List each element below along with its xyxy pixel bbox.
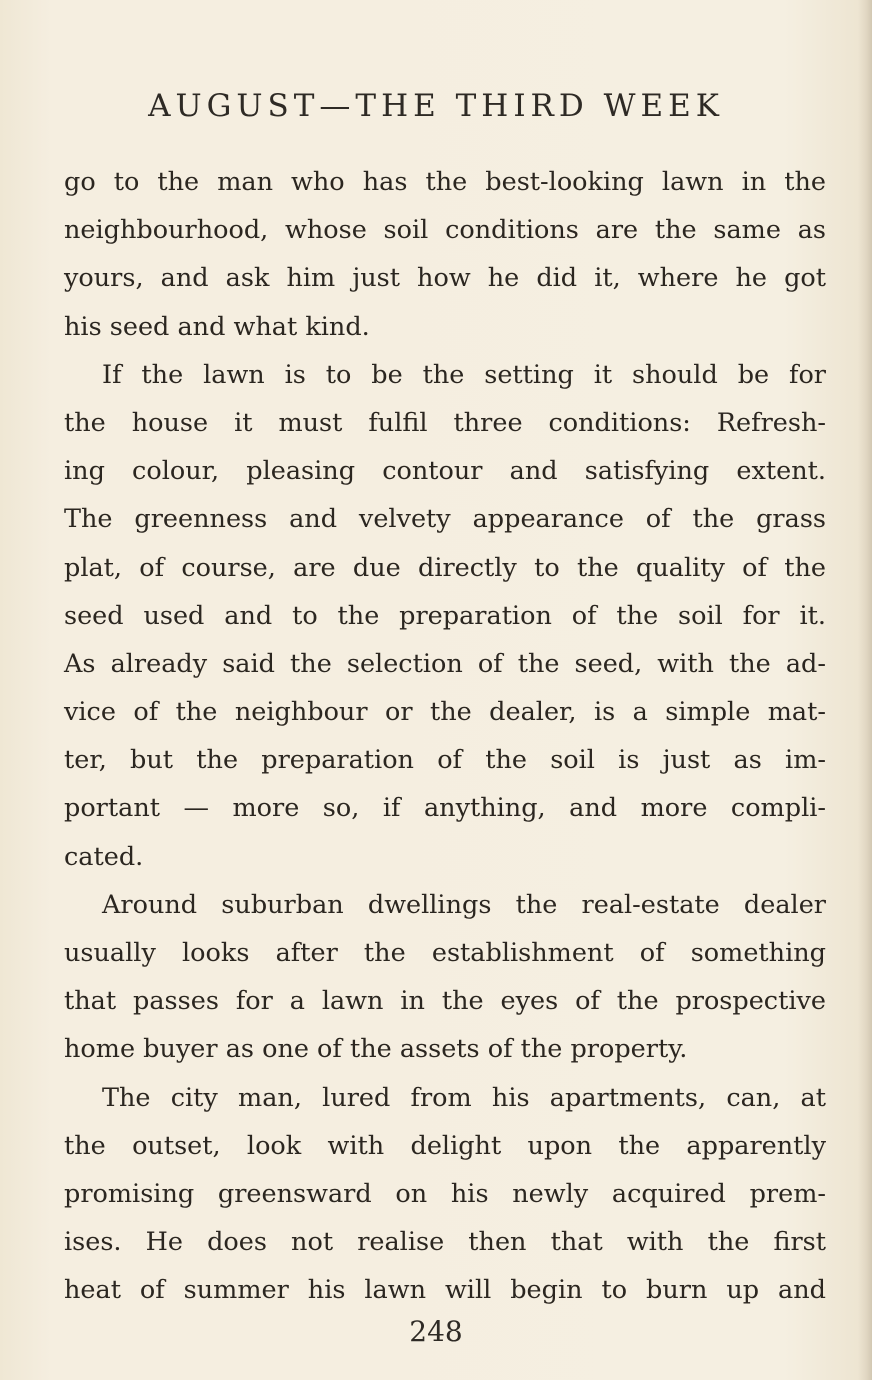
text-line: If the lawn is to be the setting it should be for <box>102 359 826 390</box>
text-line: As already said the selection of the seed, with the ad- <box>64 648 826 679</box>
text-line: go to the man who has the best-looking lawn in the <box>64 167 826 197</box>
text-line: vice of the neighbour or the dealer, is a simple mat- <box>64 697 826 728</box>
text-line: usually looks after the establishment of something <box>64 938 826 968</box>
text-line: seed used and to the preparation of the soil for it. <box>64 600 826 631</box>
text-line: portant — more so, if anything, and more compli- <box>64 793 826 824</box>
text-line: promising greensward on his newly acquired prem- <box>64 1178 826 1209</box>
text-line: his seed and what kind. <box>64 311 370 342</box>
text-line: that passes for a lawn in the eyes of the prospective <box>64 986 826 1017</box>
page-edge-shadow <box>858 0 872 1380</box>
paragraph <box>64 1074 826 1315</box>
paragraph <box>64 158 826 351</box>
text-line: home buyer as one of the assets of the property. <box>64 1034 688 1065</box>
text-line: the house it must fulfil three conditions: Refresh- <box>64 407 826 438</box>
text-line: heat of summer his lawn will begin to burn up and <box>64 1275 826 1306</box>
running-head: AUGUST—THE THIRD WEEK <box>148 88 724 124</box>
page-number: 248 <box>409 1315 463 1348</box>
paragraph <box>64 881 826 1074</box>
text-line: plat, of course, are due directly to the quality of the <box>64 552 826 583</box>
text-line: Around suburban dwellings the real-estate dealer <box>102 889 826 920</box>
text-line: neighbourhood, whose soil conditions are the same as <box>64 215 826 246</box>
text-line: ises. He does not realise then that with the first <box>64 1227 826 1258</box>
text-line: ter, but the preparation of the soil is just as im- <box>64 745 826 776</box>
body-text <box>64 158 826 1315</box>
text-line: the outset, look with delight upon the apparently <box>64 1130 826 1161</box>
text-line: yours, and ask him just how he did it, where he got <box>64 263 826 294</box>
paragraph <box>64 351 826 881</box>
text-line: The city man, lured from his apartments, can, at <box>102 1082 826 1113</box>
text-line: The greenness and velvety appearance of the grass <box>64 504 826 535</box>
text-line: ing colour, pleasing contour and satisfying extent. <box>64 456 826 487</box>
text-line: cated. <box>64 841 144 872</box>
